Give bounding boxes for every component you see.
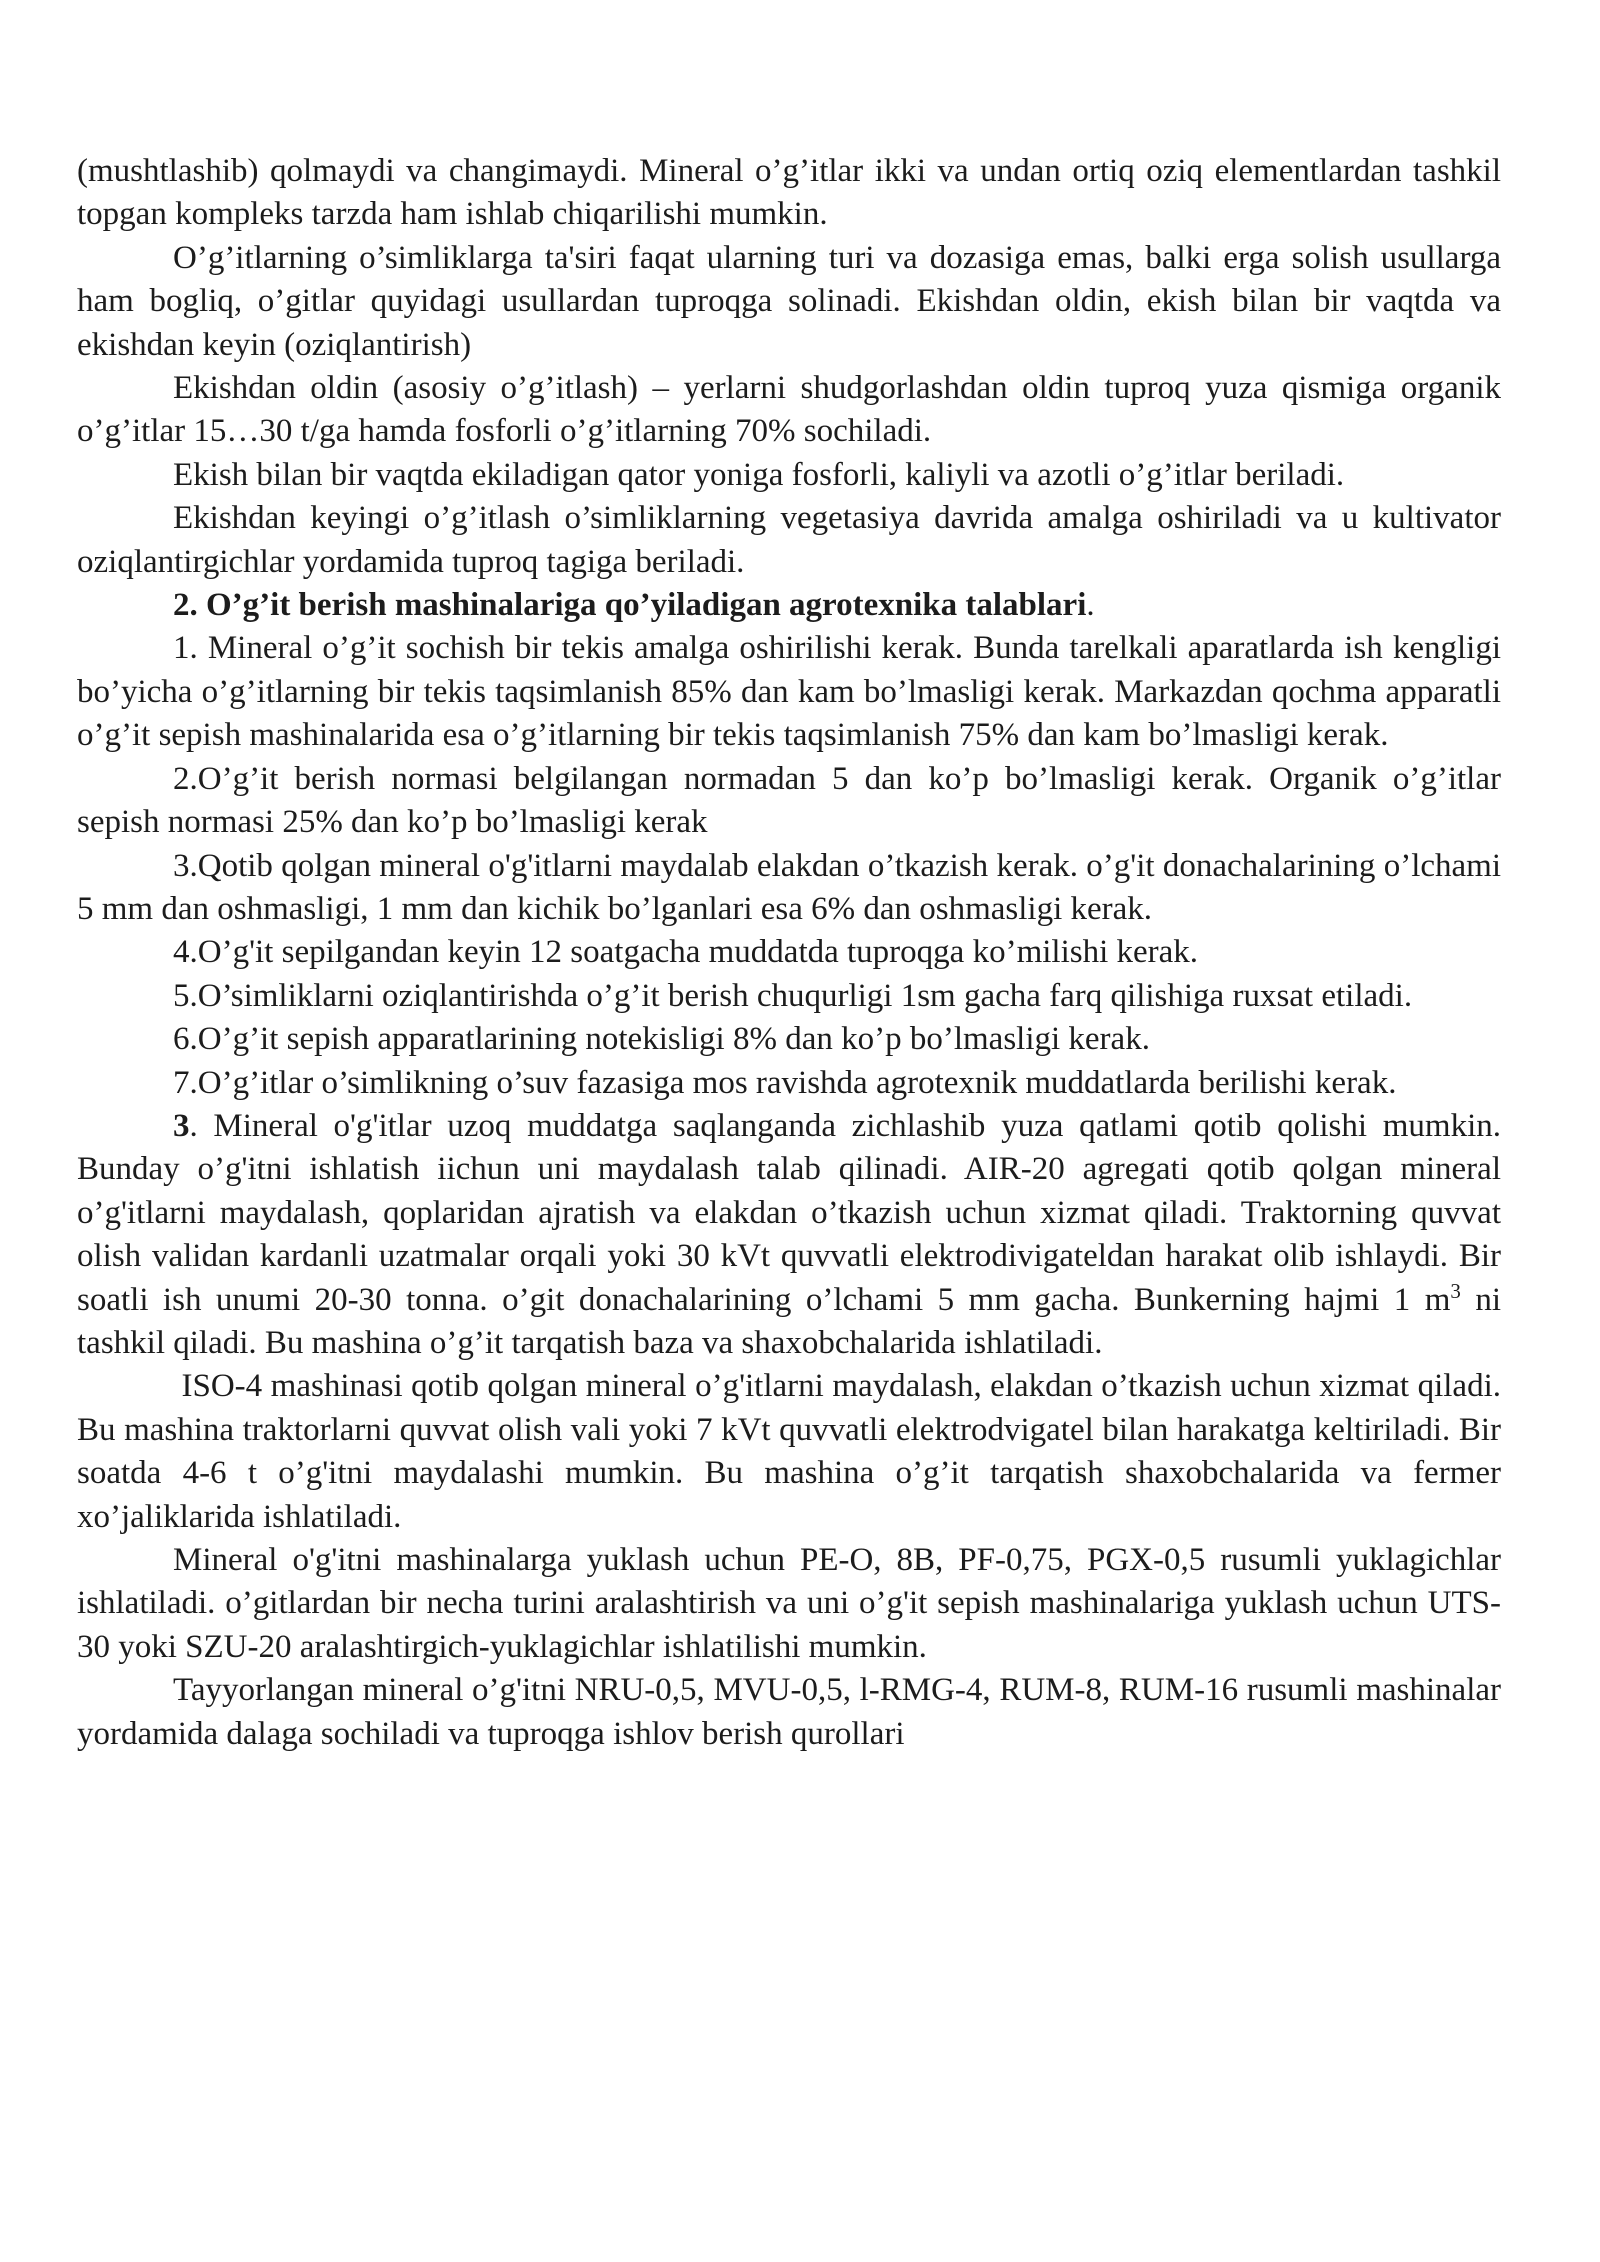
- requirement-item: 4.O’g'it sepilgandan keyin 12 soatgacha muddatda tuproqga ko’milishi kerak.: [173, 934, 1199, 971]
- requirement-item: 1. Mineral o’g’it sochish bir tekis amalga oshirilishi kerak. Bunda tarelkali aparatlarda ish kengligi bo’yicha o’g’itlarning bir tekis taqsimlanish 85% dan kam bo’lmasligi kerak. Markazdan qochma apparatli o’g’it sepish mashinalarida esa o’g’itlarning bir tekis taqsimlanish 75% dan kam bo’lmasligi kerak.: [77, 630, 1501, 754]
- paragraph-before-sowing: Ekishdan oldin (asosiy o’g’itlash) – yerlarni shudgorlashdan oldin tuproq yuza qismiga organik o’g’itlar 15…30 t/ga hamda fosforli o’g’itlarning 70% sochiladi.: [77, 370, 1501, 450]
- paragraph-application-methods: O’g’itlarning o’simliklarga ta'siri faqat ularning turi va dozasiga emas, balki erga solish usullarga ham bogliq, o’gitlar quyidagi usullardan tuproqga solinadi. Ekishdan oldin, ekish bilan bir vaqtda va ekishdan keyin (oziqlantirish): [77, 239, 1501, 363]
- section-heading-text: 2. O’g’it berish mashinalariga qo’yiladigan agrotexnika talablari: [173, 587, 1087, 624]
- paragraph-section-3: [77, 1105, 1501, 1365]
- paragraph-intro: (mushtlashib) qolmaydi va changimaydi. Mineral o’g’itlar ikki va undan ortiq oziq elementlardan tashkil topgan kompleks tarzda ham ishlab chiqarilishi mumkin.: [77, 153, 1501, 233]
- document-page: [77, 150, 1510, 1756]
- cubic-superscript: 3: [1450, 1278, 1461, 1303]
- paragraph-after-sowing: Ekishdan keyingi o’g’itlash o’simliklarning vegetasiya davrida amalga oshiriladi va u kultivator oziqlantirgichlar yordamida tuproq tagiga beriladi.: [77, 500, 1501, 580]
- paragraph-during-sowing: Ekish bilan bir vaqtda ekiladigan qator yoniga fosforli, kaliyli va azotli o’g’itlar beriladi.: [173, 456, 1345, 493]
- paragraph-spreaders: Tayyorlangan mineral o’g'itni NRU-0,5, MVU-0,5, l-RMG-4, RUM-8, RUM-16 rusumli mashinalar yordamida dalaga sochiladi va tuproqga ishlov berish qurollari: [77, 1672, 1501, 1752]
- section-3-number: 3: [173, 1107, 190, 1144]
- paragraph-loaders: Mineral o'g'itni mashinalarga yuklash uchun PE-O, 8B, PF-0,75, PGX-0,5 rusumli yuklagichlar ishlatiladi. o’gitlardan bir necha turini aralashtirish va uni o’g'it sepish mashinalariga yuklash uchun UTS-30 yoki SZU-20 aralashtirgich-yuklagichlar ishlatilishi mumkin.: [77, 1542, 1501, 1665]
- requirement-item: 6.O’g’it sepish apparatlarining notekisligi 8% dan ko’p bo’lmasligi kerak.: [173, 1021, 1150, 1058]
- requirement-item: 3.Qotib qolgan mineral o'g'itlarni maydalab elakdan o’tkazish kerak. o’g'it donachalarining o’lchami 5 mm dan oshmasligi, 1 mm dan kichik bo’lganlari esa 6% dan oshmasligi kerak.: [77, 847, 1501, 927]
- requirement-item: 2.O’g’it berish normasi belgilangan normadan 5 dan ko’p bo’lmasligi kerak. Organik o’g’itlar sepish normasi 25% dan ko’p bo’lmasligi kerak: [77, 760, 1501, 841]
- paragraph-iso4: ISO-4 mashinasi qotib qolgan mineral o’g'itlarni maydalash, elakdan o’tkazish uchun xizmat qiladi. Bu mashina traktorlarni quvvat olish vali yoki 7 kVt quvvatli elektrodvigatel bilan harakatga keltiriladi. Bir soatda 4-6 t o’g'itni maydalashi mumkin. Bu mashina o’g’it tarqatish shaxobchalarida va fermer xo’jaliklarida ishlatiladi.: [77, 1368, 1510, 1535]
- section-3-text: . Mineral o'g'itlar uzoq muddatga saqlanganda zichlashib yuza qatlami qotib qolishi mumkin. Bunday o’g'itni ishlatish iichun uni maydalash talab qilinadi. AIR-20 agregati qotib qolgan mineral o’g'itlarni maydalash, qoplaridan ajratish va elakdan o’tkazish uchun xizmat qiladi. Traktorning quvvat olish validan kardanli uzatmalar orqali yoki 30 kVt quvvatli elektrodivigateldan harakat olib ishlaydi. Bir soatli ish unumi 20-30 tonna. o’git donachalarining o’lchami 5 mm gacha. Bunkerning hajmi 1 m: [77, 1107, 1501, 1318]
- section-3-text-end: ni tashkil qiladi. Bu mashina o’g’it tarqatish baza va shaxobchalarida ishlatiladi.: [77, 1281, 1501, 1361]
- requirement-item: 7.O’g’itlar o’simlikning o’suv fazasiga mos ravishda agrotexnik muddatlarda berilishi kerak.: [173, 1064, 1397, 1101]
- section-heading-suffix: .: [1086, 587, 1095, 624]
- section-heading: [77, 584, 1501, 627]
- requirement-item: 5.O’simliklarni oziqlantirishda o’g’it berish chuqurligi 1sm gacha farq qilishiga ruxsat etiladi.: [173, 977, 1413, 1014]
